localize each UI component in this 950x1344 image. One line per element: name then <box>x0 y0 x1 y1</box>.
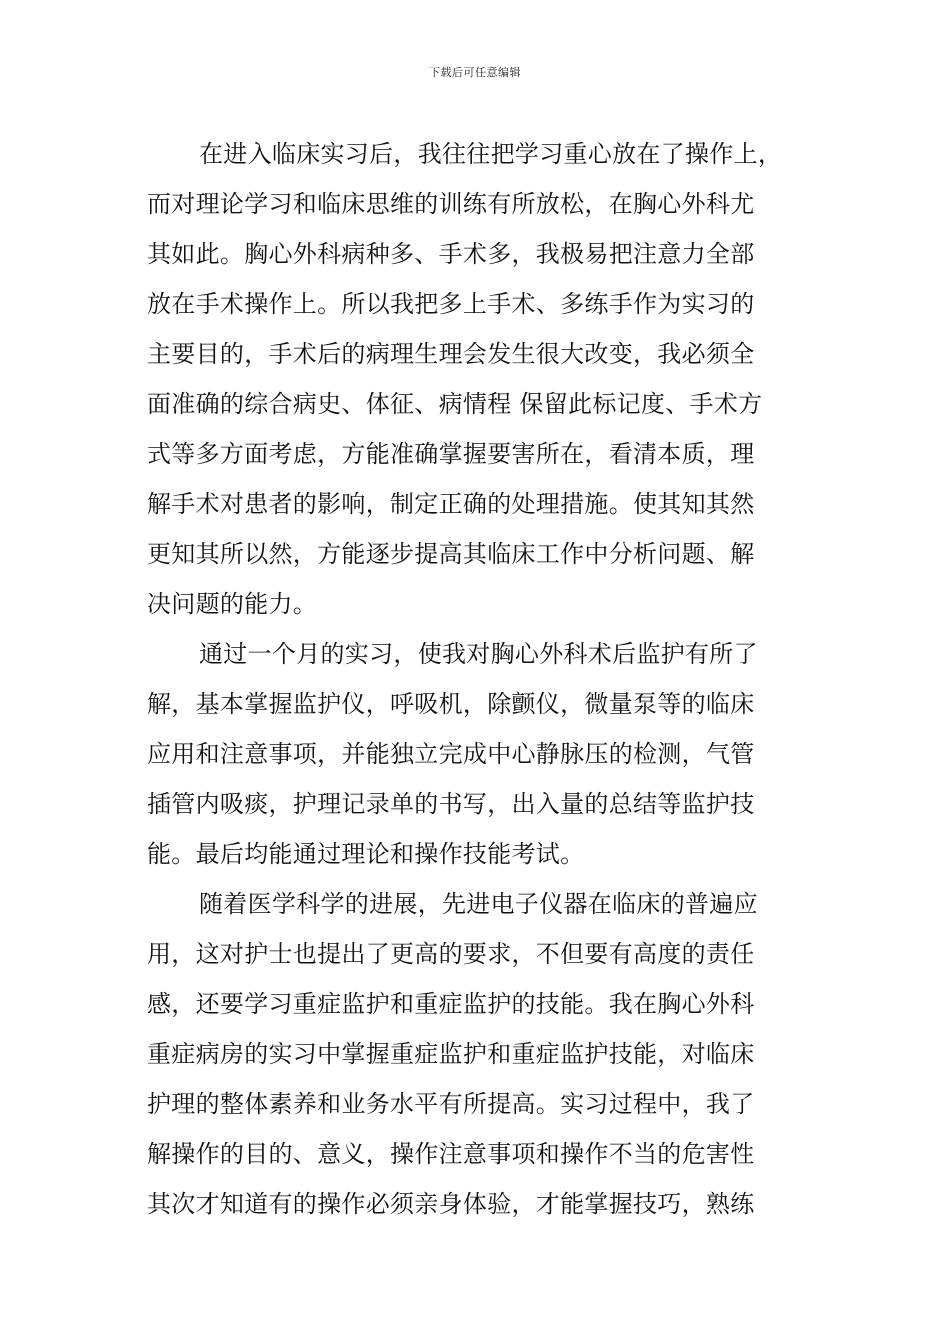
paragraph-line: 用，这对护士也提出了更高的要求，不但要有高度的责任 <box>147 940 755 968</box>
document-body <box>147 129 811 1229</box>
paragraph-line: 决问题的能力。 <box>147 590 318 618</box>
paragraph-3 <box>147 879 811 1229</box>
paragraph-line: 护理的整体素养和业务水平有所提高。实习过程中，我了 <box>147 1090 755 1118</box>
paragraph-line: 通过一个月的实习，使我对胸心外科术后监护有所了 <box>199 640 758 668</box>
paragraph-line: 更知其所以然，方能逐步提高其临床工作中分析问题、解 <box>147 540 755 568</box>
paragraph-2 <box>147 629 811 879</box>
paragraph-line: 能。最后均能通过理论和操作技能考试。 <box>147 840 585 868</box>
paragraph-line: 重症病房的实习中掌握重症监护和重症监护技能，对临床 <box>147 1040 755 1068</box>
paragraph-line: 面准确的综合病史、体征、病情程 保留此标记度、手术方 <box>147 390 763 418</box>
paragraph-line: 插管内吸痰，护理记录单的书写，出入量的总结等监护技 <box>147 790 755 818</box>
paragraph-1 <box>147 129 811 629</box>
page-header: 下载后可任意编辑 <box>429 66 521 79</box>
paragraph-line: 应用和注意事项，并能独立完成中心静脉压的检测，气管 <box>147 740 755 768</box>
paragraph-line: 其次才知道有的操作必须亲身体验，才能掌握技巧，熟练 <box>147 1190 755 1218</box>
paragraph-line: 随着医学科学的进展，先进电子仪器在临床的普遍应 <box>199 890 758 918</box>
paragraph-line: 其如此。胸心外科病种多、手术多，我极易把注意力全部 <box>147 240 755 268</box>
paragraph-line: 感，还要学习重症监护和重症监护的技能。我在胸心外科 <box>147 990 755 1018</box>
paragraph-line: 式等多方面考虑，方能准确掌握要害所在，看清本质，理 <box>147 440 755 468</box>
paragraph-line: 在进入临床实习后，我往往把学习重心放在了操作上， <box>199 140 783 168</box>
paragraph-line: 解，基本掌握监护仪，呼吸机，除颤仪，微量泵等的临床 <box>147 690 755 718</box>
paragraph-line: 主要目的，手术后的病理生理会发生很大改变，我必须全 <box>147 340 755 368</box>
paragraph-line: 放在手术操作上。所以我把多上手术、多练手作为实习的 <box>147 290 755 318</box>
paragraph-line: 而对理论学习和临床思维的训练有所放松，在胸心外科尤 <box>147 190 755 218</box>
paragraph-line: 解操作的目的、意义，操作注意事项和操作不当的危害性 <box>147 1140 755 1168</box>
paragraph-line: 解手术对患者的影响，制定正确的处理措施。使其知其然 <box>147 490 755 518</box>
